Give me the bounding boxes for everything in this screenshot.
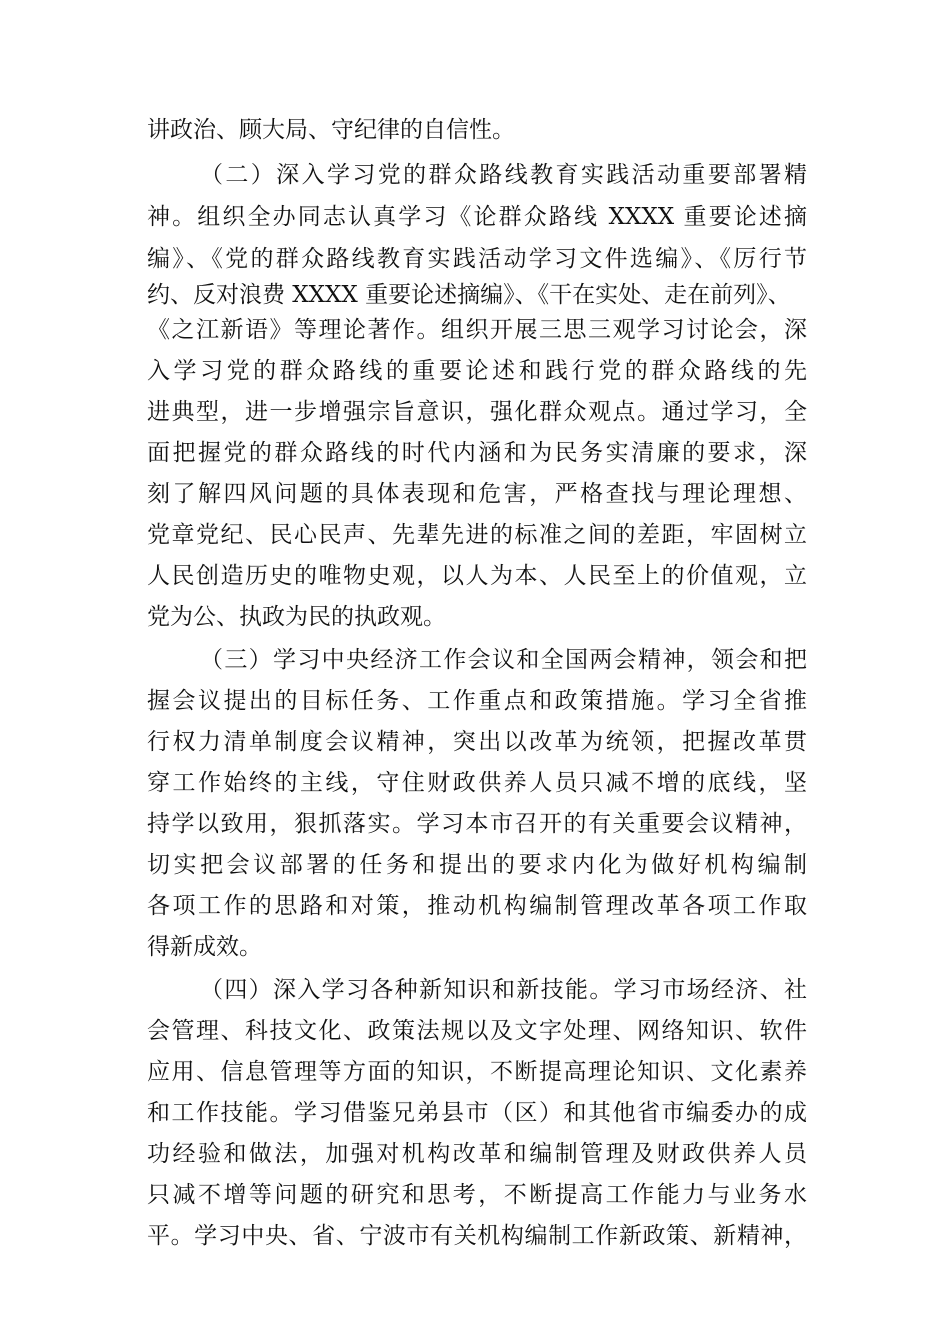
text-line: 穿工作始终的主线，守住财政供养人员只减不增的底线，坚	[147, 770, 807, 796]
text-line: 应用、信息管理等方面的知识，不断提高理论知识、文化素养	[147, 1059, 807, 1085]
text-line: 各项工作的思路和对策，推动机构编制管理改革各项工作取	[147, 893, 807, 919]
text-line: 面把握党的群众路线的时代内涵和为民务实清廉的要求，深	[147, 440, 807, 466]
text-line: 持学以致用，狠抓落实。学习本市召开的有关重要会议精神，	[147, 811, 807, 837]
text-line: 得新成效。	[147, 934, 262, 960]
text-line: 功经验和做法，加强对机构改革和编制管理及财政供养人员	[147, 1141, 807, 1167]
text-line: 人民创造历史的唯物史观，以人为本、人民至上的价值观，立	[147, 563, 807, 589]
text-line: 刻了解四风问题的具体表现和危害，严格查找与理论理想、	[147, 481, 807, 507]
text-line: （三）学习中央经济工作会议和全国两会精神，领会和把	[200, 647, 807, 673]
text-line: 神。组织全办同志认真学习《论群众路线 XXXX 重要论述摘	[147, 204, 807, 230]
text-line: 会管理、科技文化、政策法规以及文字处理、网络知识、软件	[147, 1018, 807, 1044]
text-line: 约、反对浪费 XXXX 重要论述摘编》、《干在实处、走在前列》、	[147, 282, 791, 308]
text-line: 编》、《党的群众路线教育实践活动学习文件选编》、《厉行节	[147, 246, 807, 272]
text-line: 党为公、执政为民的执政观。	[147, 604, 446, 630]
text-line: 行权力清单制度会议精神，突出以改革为统领，把握改革贯	[147, 729, 807, 755]
text-line: 党章党纪、民心民声、先辈先进的标准之间的差距，牢固树立	[147, 522, 807, 548]
text-line: 只减不增等问题的研究和思考，不断提高工作能力与业务水	[147, 1182, 807, 1208]
text-line: 平。学习中央、省、宁波市有关机构编制工作新政策、新精神，	[147, 1223, 807, 1249]
text-line: 切实把会议部署的任务和提出的要求内化为做好机构编制	[147, 852, 807, 878]
text-line: （四）深入学习各种新知识和新技能。学习市场经济、社	[200, 977, 807, 1003]
text-line: 进典型，进一步增强宗旨意识，强化群众观点。通过学习，全	[147, 399, 807, 425]
text-line: 入学习党的群众路线的重要论述和践行党的群众路线的先	[147, 358, 807, 384]
text-line: 握会议提出的目标任务、工作重点和政策措施。学习全省推	[147, 688, 807, 714]
text-line: 《之江新语》等理论著作。组织开展三思三观学习讨论会，深	[147, 317, 807, 343]
text-line: 讲政治、顾大局、守纪律的自信性。	[147, 117, 515, 143]
text-line: （二）深入学习党的群众路线教育实践活动重要部署精	[200, 162, 807, 188]
text-line: 和工作技能。学习借鉴兄弟县市（区）和其他省市编委办的成	[147, 1100, 807, 1126]
